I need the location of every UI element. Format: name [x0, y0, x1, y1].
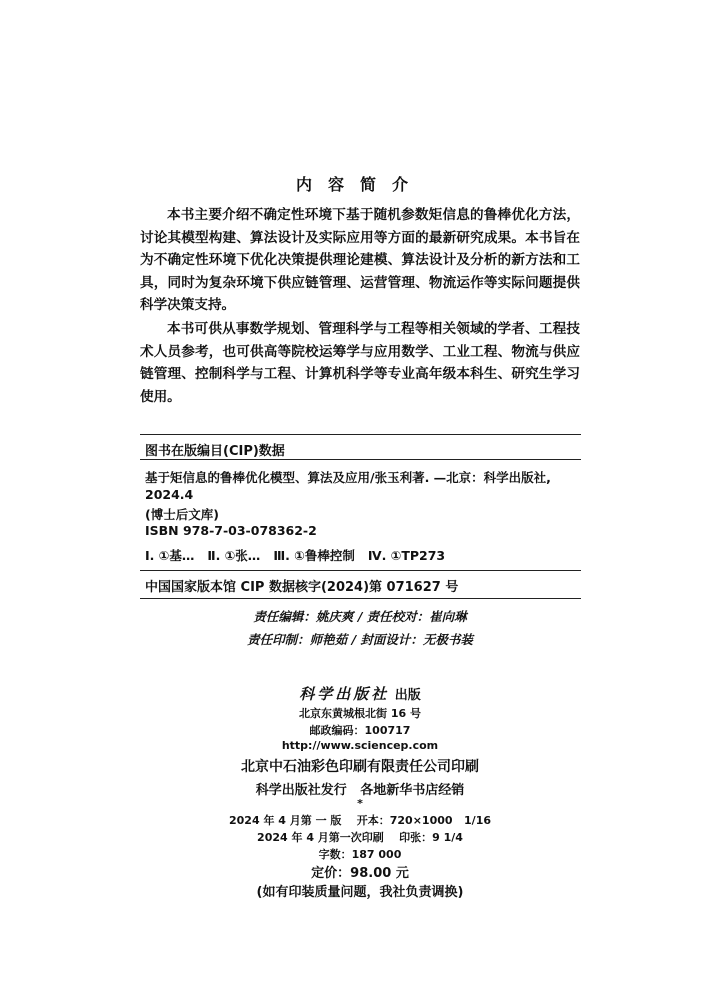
publisher-logo: 科学出版社	[299, 685, 390, 703]
printing-line: 2024 年 4 月第一次印刷 印张：9 1/4	[257, 831, 463, 844]
publisher-url: http://www.sciencep.com	[281, 739, 439, 752]
summary-text-2: 本书可供从事数学规划、管理科学与工程等相关领域的学者、工程技术人员参考，也可供高等院校运筹学与应用数学、工业工程、物流与供应链管理、控制科学与工程、计算机科学等专业高年级本科生、研究生学习使用。	[140, 321, 580, 405]
publisher-suffix: 出版	[394, 688, 421, 703]
summary-paragraph-2	[140, 318, 580, 408]
publisher-address: 北京东黄城根北街 16 号	[299, 707, 421, 720]
publisher-postcode: 邮政编码：100717	[309, 724, 411, 737]
cip-title-line: 基于矩信息的鲁棒优化模型、算法及应用/张玉利著. —北京：科学出版社,	[145, 470, 551, 485]
cip-isbn-line: ISBN 978-7-03-078362-2	[145, 523, 317, 538]
cip-year-line: 2024.4	[145, 487, 194, 502]
cip-classification: Ⅰ. ①基… Ⅱ. ①张… Ⅲ. ①鲁棒控制 Ⅳ. ①TP273	[145, 548, 446, 563]
summary-text-1: 本书主要介绍不确定性环境下基于随机参数矩信息的鲁棒优化方法，讨论其模型构建、算法设计及实际应用等方面的最新研究成果。本书旨在为不确定性环境下优化决策提供理论建模、算法设计及分析的新方法和工具，同时为复杂环境下供应链管理、运营管理、物流运作等实际问题提供科学决策支持。	[140, 207, 580, 313]
wordcount-line: 字数：187 000	[318, 848, 402, 861]
editors-line-1: 责任编辑：姚庆爽 / 责任校对：崔向琳	[253, 609, 467, 624]
publisher-line	[0, 683, 720, 704]
cip-middle-rule	[140, 570, 581, 571]
cip-record: 中国国家版本馆 CIP 数据核字(2024)第 071627 号	[145, 580, 459, 595]
cip-heading-rule	[140, 459, 581, 460]
cip-heading: 图书在版编目(CIP)数据	[145, 444, 285, 459]
editors-line-2: 责任印制：师艳茹 / 封面设计：无极书装	[247, 632, 473, 647]
page-title: 内容简介	[295, 175, 424, 194]
printer-line: 北京中石油彩色印刷有限责任公司印刷	[241, 759, 479, 775]
cip-series-line: (博士后文库)	[145, 507, 219, 522]
price-line: 定价：98.00 元	[311, 866, 409, 881]
cip-bottom-rule	[140, 598, 581, 599]
distribution-line: 科学出版社发行 各地新华书店经销	[255, 783, 465, 798]
edition-line: 2024 年 4 月第 一 版 开本：720×1000 1/16	[229, 814, 491, 827]
cip-top-rule	[140, 434, 581, 435]
summary-paragraph-1	[140, 204, 580, 317]
quality-notice: (如有印装质量问题，我社负责调换)	[256, 885, 464, 900]
separator-star: *	[357, 797, 363, 810]
